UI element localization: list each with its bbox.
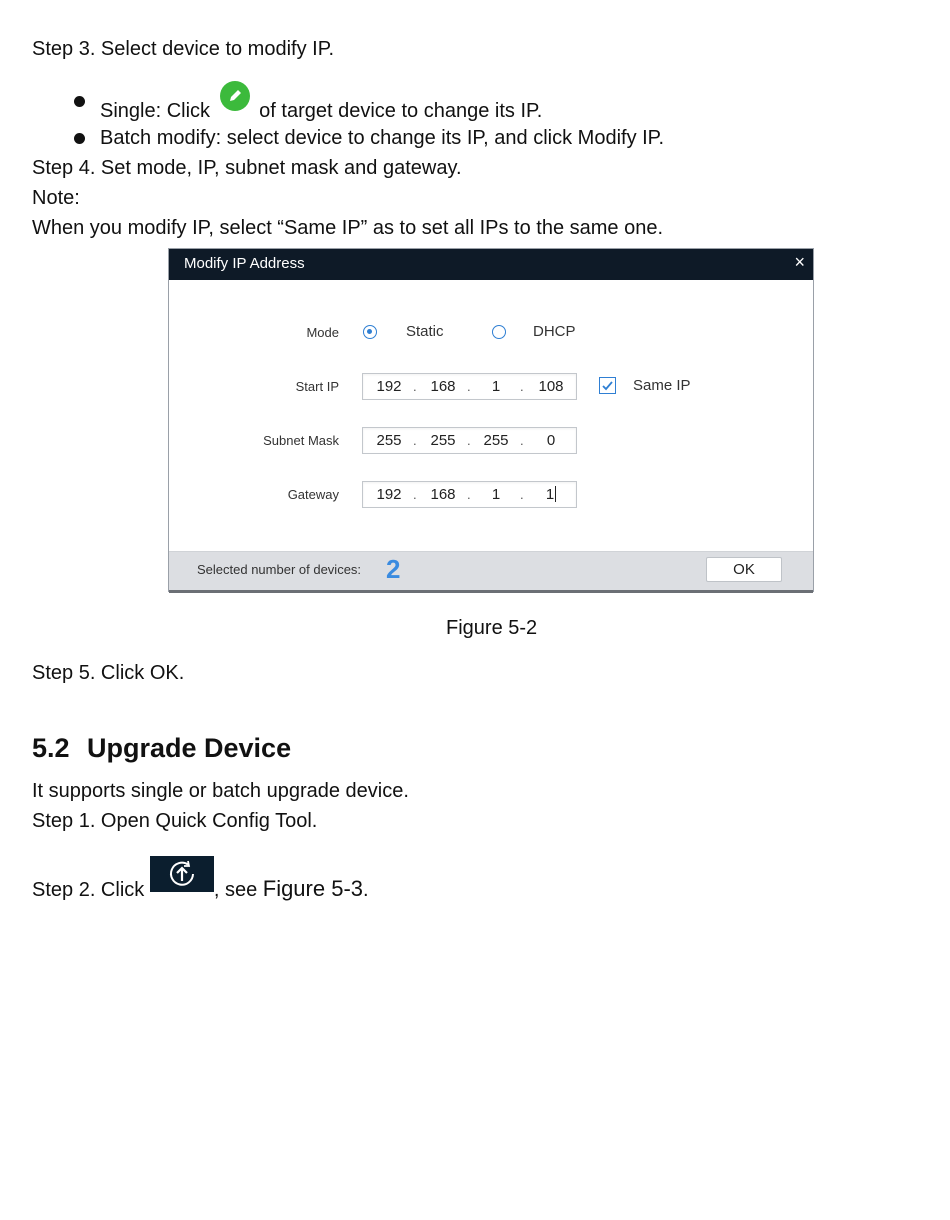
bullet-batch: [0, 126, 950, 150]
mode-label: Mode: [306, 325, 339, 340]
dialog-body: [169, 280, 813, 551]
intro-text: It supports single or batch upgrade device.: [32, 780, 409, 802]
bullet-single-text: [100, 89, 542, 123]
step2-after: , see: [213, 879, 263, 901]
step2-end: .: [363, 879, 369, 901]
ip-dot: .: [467, 433, 471, 448]
same-ip-label: Same IP: [633, 377, 691, 394]
step5-text: Step 5. Click OK.: [32, 662, 185, 684]
ip-octet: 255: [430, 432, 456, 449]
step2-line: [32, 862, 369, 902]
figure-reference-link[interactable]: Figure 5-3: [262, 876, 364, 901]
selected-count-value: 2: [386, 554, 401, 584]
step1-text: Step 1. Open Quick Config Tool.: [32, 810, 318, 832]
gateway-label: Gateway: [287, 487, 339, 502]
note-text: When you modify IP, select “Same IP” as to set all IPs to the same one.: [32, 217, 664, 239]
start-ip-input[interactable]: [362, 373, 577, 400]
bullet-dot: [74, 96, 85, 107]
ok-button[interactable]: OK: [706, 557, 782, 582]
bullet-single-after: of target device to change its IP.: [259, 100, 543, 122]
ip-octet: 168: [430, 486, 456, 503]
dialog-bottom-border: [169, 590, 813, 593]
static-radio-label: Static: [406, 323, 444, 340]
ip-dot: .: [467, 379, 471, 394]
text-caret: [555, 486, 556, 502]
ip-dot: .: [520, 487, 524, 502]
selected-count-label: Selected number of devices:: [197, 562, 362, 577]
ip-octet-last: [531, 486, 571, 503]
ip-octet: 255: [376, 432, 402, 449]
bullet-dot: [74, 133, 85, 144]
edit-icon: [220, 81, 250, 111]
gateway-input[interactable]: [362, 481, 577, 508]
ip-octet: 0: [546, 432, 556, 449]
ip-octet: 168: [430, 378, 456, 395]
ip-octet: 192: [376, 378, 402, 395]
modify-ip-dialog: [168, 248, 814, 592]
note-label: Note:: [32, 187, 80, 209]
dhcp-radio-label: DHCP: [533, 323, 576, 340]
ip-octet: 255: [483, 432, 509, 449]
section-heading: [32, 733, 291, 764]
step2-before: Step 2. Click: [32, 879, 145, 901]
dialog-header: [169, 249, 813, 280]
figure-caption: Figure 5-2: [446, 617, 538, 639]
step3-text: Step 3. Select device to modify IP.: [32, 38, 335, 60]
dhcp-radio[interactable]: [492, 325, 506, 339]
ip-dot: .: [413, 433, 417, 448]
bullet-batch-text: Batch modify: select device to change its IP, and click Modify IP.: [100, 127, 664, 149]
ip-octet: 1: [491, 486, 501, 503]
section-title: Upgrade Device: [87, 733, 292, 763]
start-ip-label: Start IP: [295, 379, 339, 394]
ip-dot: .: [413, 487, 417, 502]
ip-octet: 1: [491, 378, 501, 395]
ip-dot: .: [467, 487, 471, 502]
section-number: 5.2: [32, 733, 70, 763]
ip-dot: .: [413, 379, 417, 394]
bullet-single: [0, 89, 950, 122]
bullet-single-before: Single: Click: [100, 100, 211, 122]
ip-dot: .: [520, 433, 524, 448]
close-icon[interactable]: ×: [794, 252, 805, 272]
subnet-mask-input[interactable]: [362, 427, 577, 454]
step4-text: Step 4. Set mode, IP, subnet mask and gateway.: [32, 157, 462, 179]
ip-octet: 1: [545, 486, 555, 503]
subnet-mask-label: Subnet Mask: [263, 433, 339, 448]
ip-dot: .: [520, 379, 524, 394]
static-radio[interactable]: [363, 325, 377, 339]
dialog-footer: [169, 551, 813, 591]
ip-octet: 192: [376, 486, 402, 503]
dialog-title: Modify IP Address: [184, 255, 305, 272]
ip-octet: 108: [538, 378, 564, 395]
same-ip-checkbox[interactable]: [599, 377, 616, 394]
upgrade-icon: [150, 856, 214, 892]
